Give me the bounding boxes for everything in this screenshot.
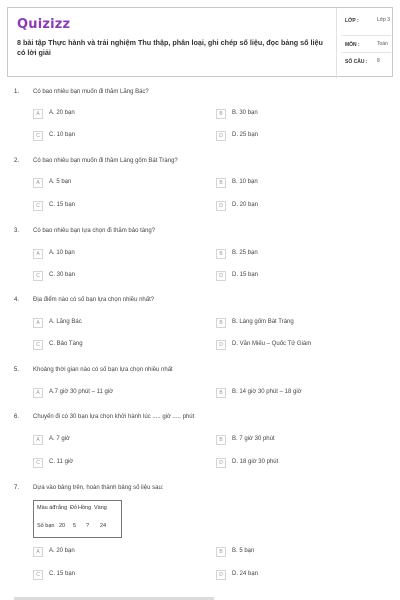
option-text: D. Văn Miếu – Quốc Tử Giám — [232, 341, 312, 347]
option-text: B. 14 giờ 30 phút – 18 giờ — [232, 389, 302, 395]
option-letter-box: C — [33, 570, 43, 580]
question-number: 3. — [14, 228, 20, 234]
table-cell: Màu áo — [37, 505, 56, 511]
option-letter-box: D — [216, 271, 226, 281]
quizizz-logo: Quizizz — [17, 17, 71, 32]
option-text: A. Lăng Bác — [49, 319, 82, 325]
option-letter-box: C — [33, 201, 43, 211]
option-text: B. 10 bạn — [232, 179, 258, 185]
option-letter-box: B — [216, 249, 226, 259]
count-value: 8 — [377, 58, 380, 64]
question-number: 1. — [14, 89, 20, 95]
question-text: Chuyến đi có 30 bạn lựa chọn khởi hành lúc ..... giờ ..... phút — [33, 414, 195, 420]
table-cell: 24 — [100, 523, 107, 529]
option-letter-box: B — [216, 435, 226, 445]
table-cell: ? — [86, 523, 90, 529]
option-letter-box: B — [216, 388, 226, 398]
option-text: A. 7 giờ — [49, 436, 70, 442]
option-text: B. 30 bạn — [232, 110, 258, 116]
option-text: A. 20 bạn — [49, 110, 75, 116]
worksheet-header — [7, 7, 393, 77]
table-row — [37, 505, 107, 511]
option-text: A. 20 bạn — [49, 548, 75, 554]
option-letter-box: A — [33, 109, 43, 119]
option-text: D. 25 bạn — [232, 132, 259, 138]
option-letter-box: B — [216, 109, 226, 119]
meta-panel — [336, 8, 395, 78]
table-cell: Trắng — [53, 505, 68, 511]
question-number: 7. — [14, 485, 20, 491]
question-text: Có bao nhiêu bạn muốn đi thăm Lăng Bác? — [33, 89, 149, 95]
option-letter-box: A — [33, 249, 43, 259]
question-text: Địa điểm nào có số bạn lựa chọn nhiều nhất? — [33, 297, 155, 303]
option-text: C. 15 bạn — [49, 571, 76, 577]
option-text: C. 15 bạn — [49, 202, 76, 208]
option-text: C. 11 giờ — [49, 459, 74, 465]
option-text: C. Bảo Tàng — [49, 341, 83, 347]
table-cell: Vàng — [94, 505, 107, 511]
option-letter-box: C — [33, 340, 43, 350]
meta-divider — [341, 52, 391, 53]
option-text: C. 10 bạn — [49, 132, 76, 138]
option-letter-box: B — [216, 547, 226, 557]
option-text: A.7 giờ 30 phút – 11 giờ — [49, 389, 114, 395]
option-text: D. 15 bạn — [232, 272, 259, 278]
table-cell: Đỏ — [70, 505, 78, 511]
data-table — [33, 500, 122, 538]
question-text: Có bao nhiêu bạn muốn đi thăm Làng gốm Bát Tràng? — [33, 158, 178, 164]
question-number: 5. — [14, 367, 20, 373]
option-letter-box: D — [216, 458, 226, 468]
meta-divider — [341, 35, 391, 36]
option-text: D. 24 bạn — [232, 571, 259, 577]
option-text: A. 10 bạn — [49, 250, 75, 256]
option-letter-box: D — [216, 201, 226, 211]
worksheet-title: 8 bài tập Thực hành và trải nghiệm Thu thập, phân loại, ghi chép số liệu, đọc bảng số liệu có lời giải — [17, 38, 323, 57]
option-letter-box: A — [33, 318, 43, 328]
truncated-next-question — [14, 592, 214, 600]
option-letter-box: D — [216, 340, 226, 350]
option-letter-box: C — [33, 271, 43, 281]
table-cell: 20 — [59, 523, 66, 529]
option-letter-box: A — [33, 178, 43, 188]
option-letter-box: D — [216, 131, 226, 141]
question-text: Có bao nhiêu bạn lựa chọn đi thăm bảo tàng? — [33, 228, 156, 234]
option-text: D. 18 giờ 30 phút — [232, 459, 279, 465]
option-text: A. 5 bạn — [49, 179, 72, 185]
option-text: B. 25 bạn — [232, 250, 258, 256]
option-letter-box: B — [216, 318, 226, 328]
table-row — [37, 523, 106, 529]
question-number: 6. — [14, 414, 20, 420]
option-text: B. 5 bạn — [232, 548, 255, 554]
option-letter-box: C — [33, 131, 43, 141]
option-letter-box: A — [33, 547, 43, 557]
table-cell: Hồng — [78, 505, 92, 511]
table-cell: 5 — [73, 523, 77, 529]
option-text: B. Làng gốm Bát Tràng — [232, 319, 294, 325]
class-value: Lớp 3 — [377, 17, 391, 23]
option-letter-box: C — [33, 458, 43, 468]
option-letter-box: A — [33, 388, 43, 398]
table-cell: Số bạn — [37, 523, 55, 529]
option-text: C. 30 bạn — [49, 272, 76, 278]
question-number: 4. — [14, 297, 20, 303]
option-letter-box: B — [216, 178, 226, 188]
subject-label: MÔN : — [345, 42, 360, 48]
subject-value: Toán — [377, 41, 388, 47]
question-text: Dựa vào bảng trên, hoàn thành bảng số liệu sau: — [33, 485, 164, 491]
option-text: B. 7 giờ 30 phút — [232, 436, 275, 442]
question-number: 2. — [14, 158, 20, 164]
option-text: D. 20 bạn — [232, 202, 259, 208]
question-text: Khoảng thời gian nào có số bạn lựa chọn nhiều nhất — [33, 367, 173, 373]
class-label: LỚP : — [345, 18, 359, 24]
option-letter-box: A — [33, 435, 43, 445]
option-letter-box: D — [216, 570, 226, 580]
count-label: SỐ CÂU : — [345, 59, 368, 65]
